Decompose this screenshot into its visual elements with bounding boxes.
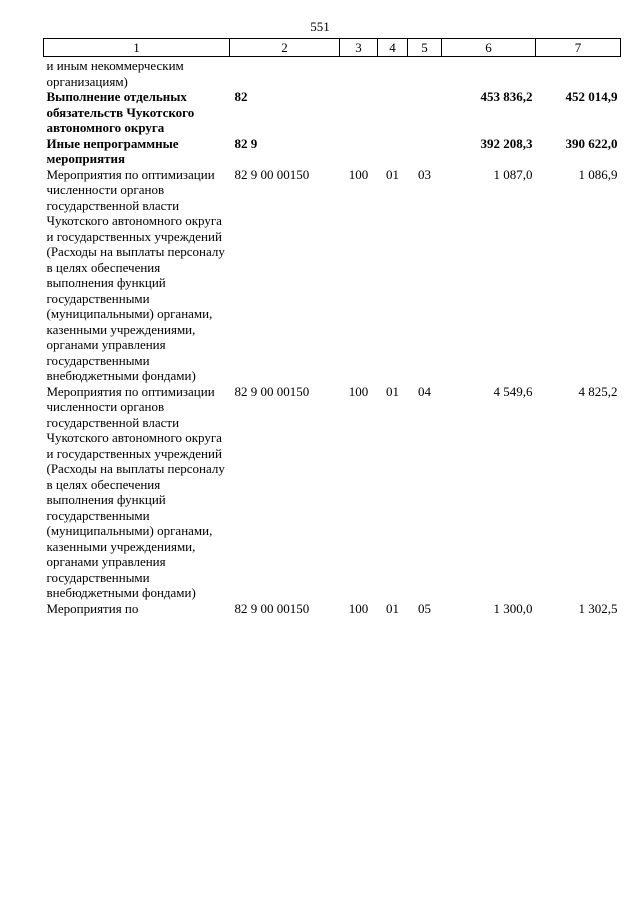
row-value-6: 4 549,6 <box>493 383 533 399</box>
row-value-7 <box>536 57 621 90</box>
row-value-6 <box>442 57 536 90</box>
row-code: 82 <box>234 89 248 104</box>
row-c4: 01 <box>386 166 399 182</box>
row-code <box>230 57 340 90</box>
table-row <box>44 57 621 90</box>
row-name: Иные непрограммные мероприятия <box>46 135 179 166</box>
row-name: Мероприятия по оптимизации численности органов государственной власти Чукотского автономного округа и государственных учреждений (Расходы на выплаты персоналу в целях обеспечения выполнения функций государственными (муниципальными) органами, казенными учреждениями, органами управления государственными внебюджетными фондами) <box>46 166 225 383</box>
row-c3 <box>340 57 378 90</box>
row-c5: 05 <box>418 600 431 616</box>
row-code: 82 9 00 00150 <box>234 166 310 182</box>
row-c5 <box>408 57 442 90</box>
row-c4: 01 <box>386 600 399 616</box>
column-header: 6 <box>442 39 536 57</box>
row-code: 82 9 00 00150 <box>234 383 310 399</box>
column-header: 1 <box>44 39 230 57</box>
row-c4 <box>378 89 408 136</box>
budget-table <box>43 38 621 616</box>
table-row <box>44 384 621 601</box>
row-c4: 01 <box>386 383 399 399</box>
row-c5: 03 <box>418 166 431 182</box>
table-row <box>44 136 621 167</box>
row-code: 82 9 00 00150 <box>234 600 310 616</box>
column-header: 5 <box>408 39 442 57</box>
row-c3: 100 <box>348 166 369 182</box>
column-header: 4 <box>378 39 408 57</box>
row-name: Выполнение отдельных обязательств Чукотского автономного округа <box>46 89 195 135</box>
row-c3: 100 <box>348 383 369 399</box>
row-c3 <box>340 136 378 167</box>
row-value-6: 1 300,0 <box>493 600 533 616</box>
row-value-7: 390 622,0 <box>565 135 618 151</box>
column-header: 7 <box>536 39 621 57</box>
row-value-7: 4 825,2 <box>578 383 618 399</box>
row-name: Мероприятия по оптимизации численности органов государственной власти Чукотского автономного округа и государственных учреждений (Расходы на выплаты персоналу в целях обеспечения выполнения функций государственными (муниципальными) органами, казенными учреждениями, органами управления государственными внебюджетными фондами) <box>46 383 225 600</box>
row-value-6: 1 087,0 <box>493 166 533 182</box>
row-name: и иным некоммерческим организациям) <box>46 58 184 89</box>
row-value-7: 452 014,9 <box>565 89 618 104</box>
table-row <box>44 601 621 617</box>
column-header: 2 <box>230 39 340 57</box>
row-value-6: 392 208,3 <box>480 135 533 151</box>
row-c3 <box>340 89 378 136</box>
row-c4 <box>378 57 408 90</box>
row-c4 <box>378 136 408 167</box>
row-name: Мероприятия по <box>46 600 139 616</box>
header-row <box>44 39 621 57</box>
row-value-7: 1 302,5 <box>578 600 618 616</box>
row-c5 <box>408 136 442 167</box>
row-value-6: 453 836,2 <box>480 89 533 104</box>
row-value-7: 1 086,9 <box>578 166 618 182</box>
row-code: 82 9 <box>234 135 258 151</box>
column-header: 3 <box>340 39 378 57</box>
row-c3: 100 <box>348 600 369 616</box>
table-row <box>44 89 621 136</box>
row-c5 <box>408 89 442 136</box>
table-row <box>44 167 621 384</box>
page-number: 551 <box>310 19 330 34</box>
row-c5: 04 <box>418 383 431 399</box>
